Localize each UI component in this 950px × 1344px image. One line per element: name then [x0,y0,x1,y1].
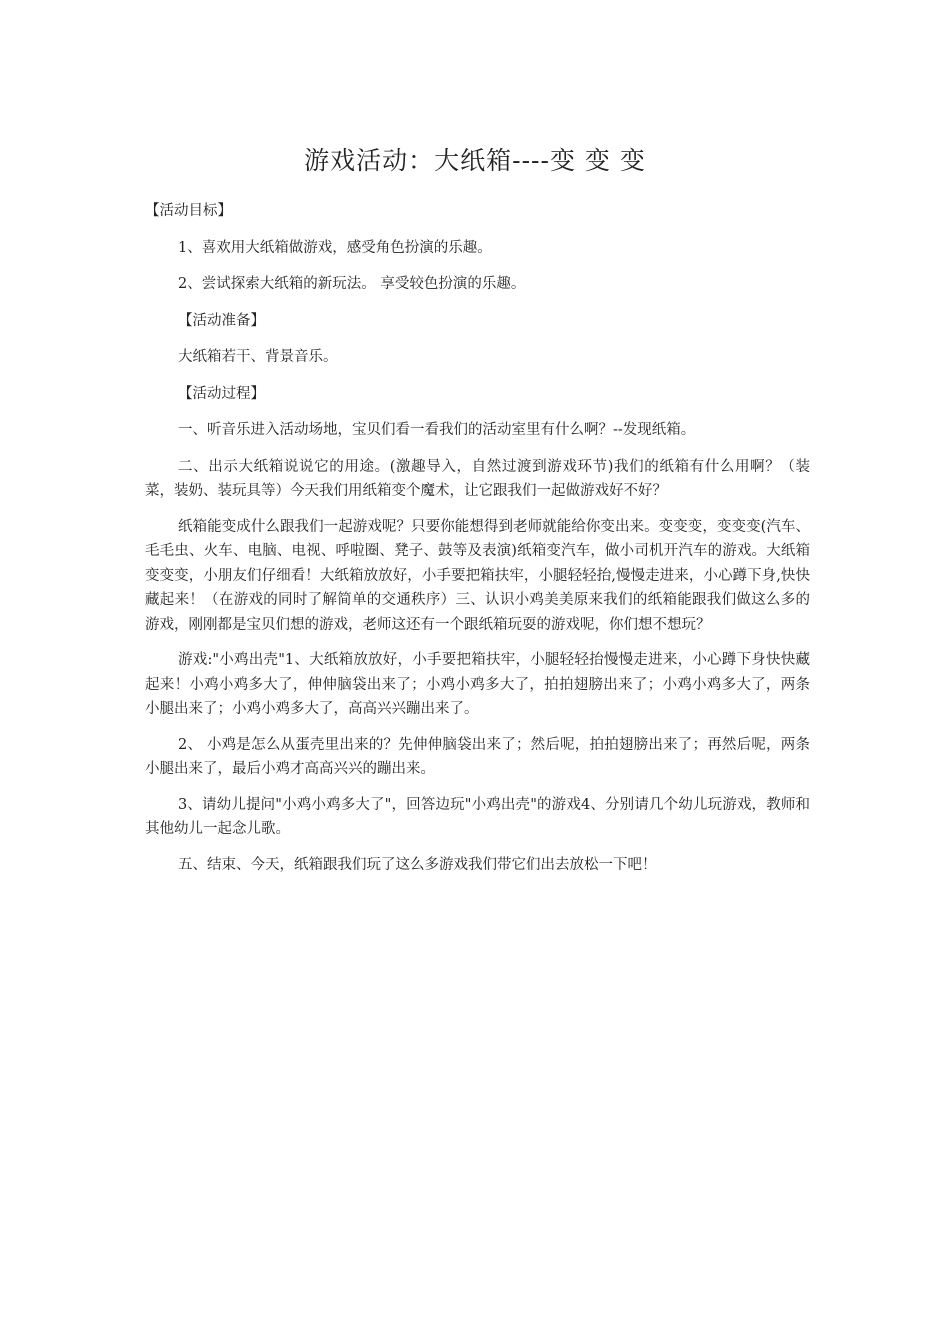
preparation-text: 大纸箱若干、背景音乐。 [178,349,338,365]
game-description: 游戏:"小鸡出壳"1、大纸箱放放好，小手要把箱扶牢，小腿轻轻抬慢慢走进来，小心蹲下身快快藏起来！小鸡小鸡多大了，伸伸脑袋出来了；小鸡小鸡多大了，拍拍翅膀出来了；小鸡小鸡多大了，两条小腿出来了；小鸡小鸡多大了，高高兴兴蹦出来了。 [145,652,810,717]
section-heading-process: 【活动过程】 [178,385,265,402]
game-step-3-4: 3、请幼儿提问"小鸡小鸡多大了"，回答边玩"小鸡出壳"的游戏4、分别请几个幼儿玩游戏，教师和其他幼儿一起念儿歌。 [145,796,810,837]
process-step-3: 纸箱能变成什么跟我们一起游戏呢？只要你能想得到老师就能给你变出来。变变变，变变变(汽车、毛毛虫、火车、电脑、电视、呼啦圈、凳子、鼓等及表演)纸箱变汽车，做小司机开汽车的游戏。大纸箱变变变，小朋友们仔细看！大纸箱放放好，小手要把箱扶牢，小腿轻轻抬,慢慢走进来，小心蹲下身,快快藏起来！（在游戏的同时了解简单的交通秩序）三、认识小鸡美美原来我们的纸箱能跟我们做这么多的游戏，刚刚都是宝贝们想的游戏，老师这还有一个跟纸箱玩耍的游戏呢，你们想不想玩？ [145,518,810,633]
process-ending: 五、结束、今天，纸箱跟我们玩了这么多游戏我们带它们出去放松一下吧！ [178,856,657,873]
process-step-1: 一、听音乐进入活动场地，宝贝们看一看我们的活动室里有什么啊？--发现纸箱。 [178,422,696,438]
document-title: 游戏活动：大纸箱----变 变 变 [304,146,646,175]
goal-item-2: 2、尝试探索大纸箱的新玩法。 享受较色扮演的乐趣。 [178,276,526,292]
section-heading-goals: 【活动目标】 [145,203,232,219]
document-body [145,199,810,877]
game-step-2: 2、 小鸡是怎么从蛋壳里出来的？先伸伸脑袋出来了；然后呢，拍拍翅膀出来了；再然后呢，两条小腿出来了，最后小鸡才高高兴兴的蹦出来。 [145,736,810,777]
goal-item-1: 1、喜欢用大纸箱做游戏，感受角色扮演的乐趣。 [178,239,492,256]
process-step-2: 二、出示大纸箱说说它的用途。(激趣导入，自然过渡到游戏环节)我们的纸箱有什么用啊？（装菜，装奶、装玩具等）今天我们用纸箱变个魔术，让它跟我们一起做游戏好不好？ [145,458,810,499]
section-heading-preparation: 【活动准备】 [178,312,265,329]
